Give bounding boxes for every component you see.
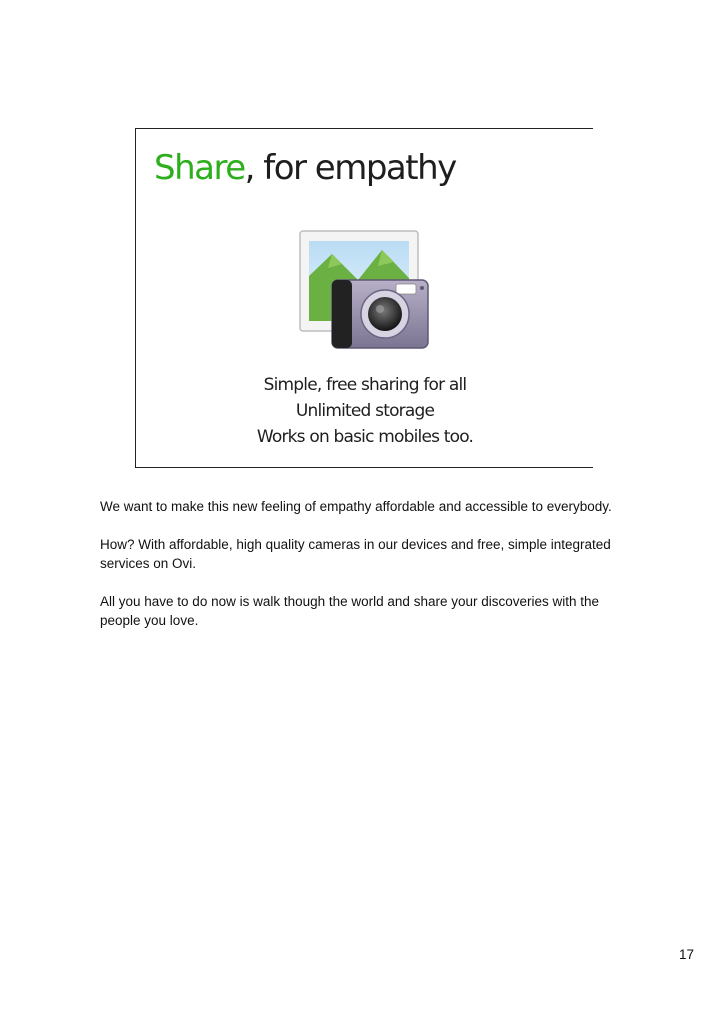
slide-bullet-list (250, 372, 480, 450)
notes-paragraph: How? With affordable, high quality cameras in our devices and free, simple integrated services on Ovi. (100, 537, 611, 571)
slide-left-border (135, 128, 136, 468)
slide-top-border (135, 128, 593, 129)
slide-title-rest: , for empathy (244, 148, 456, 188)
slide-title-accent: Share (154, 148, 245, 188)
page-number: 17 (679, 947, 695, 962)
speaker-notes (100, 497, 620, 649)
photo-camera-icon (298, 228, 430, 352)
slide-bullet: Unlimited storage (295, 401, 435, 421)
slide-title (154, 146, 456, 190)
slide-bullet: Works on basic mobiles too. (256, 427, 474, 447)
notes-paragraph: We want to make this new feeling of empathy affordable and accessible to everybody. (100, 499, 612, 514)
slide-bullet: Simple, free sharing for all (263, 375, 467, 395)
slide-bottom-border (135, 467, 593, 468)
notes-paragraph: All you have to do now is walk though the world and share your discoveries with the people you love. (100, 594, 600, 628)
